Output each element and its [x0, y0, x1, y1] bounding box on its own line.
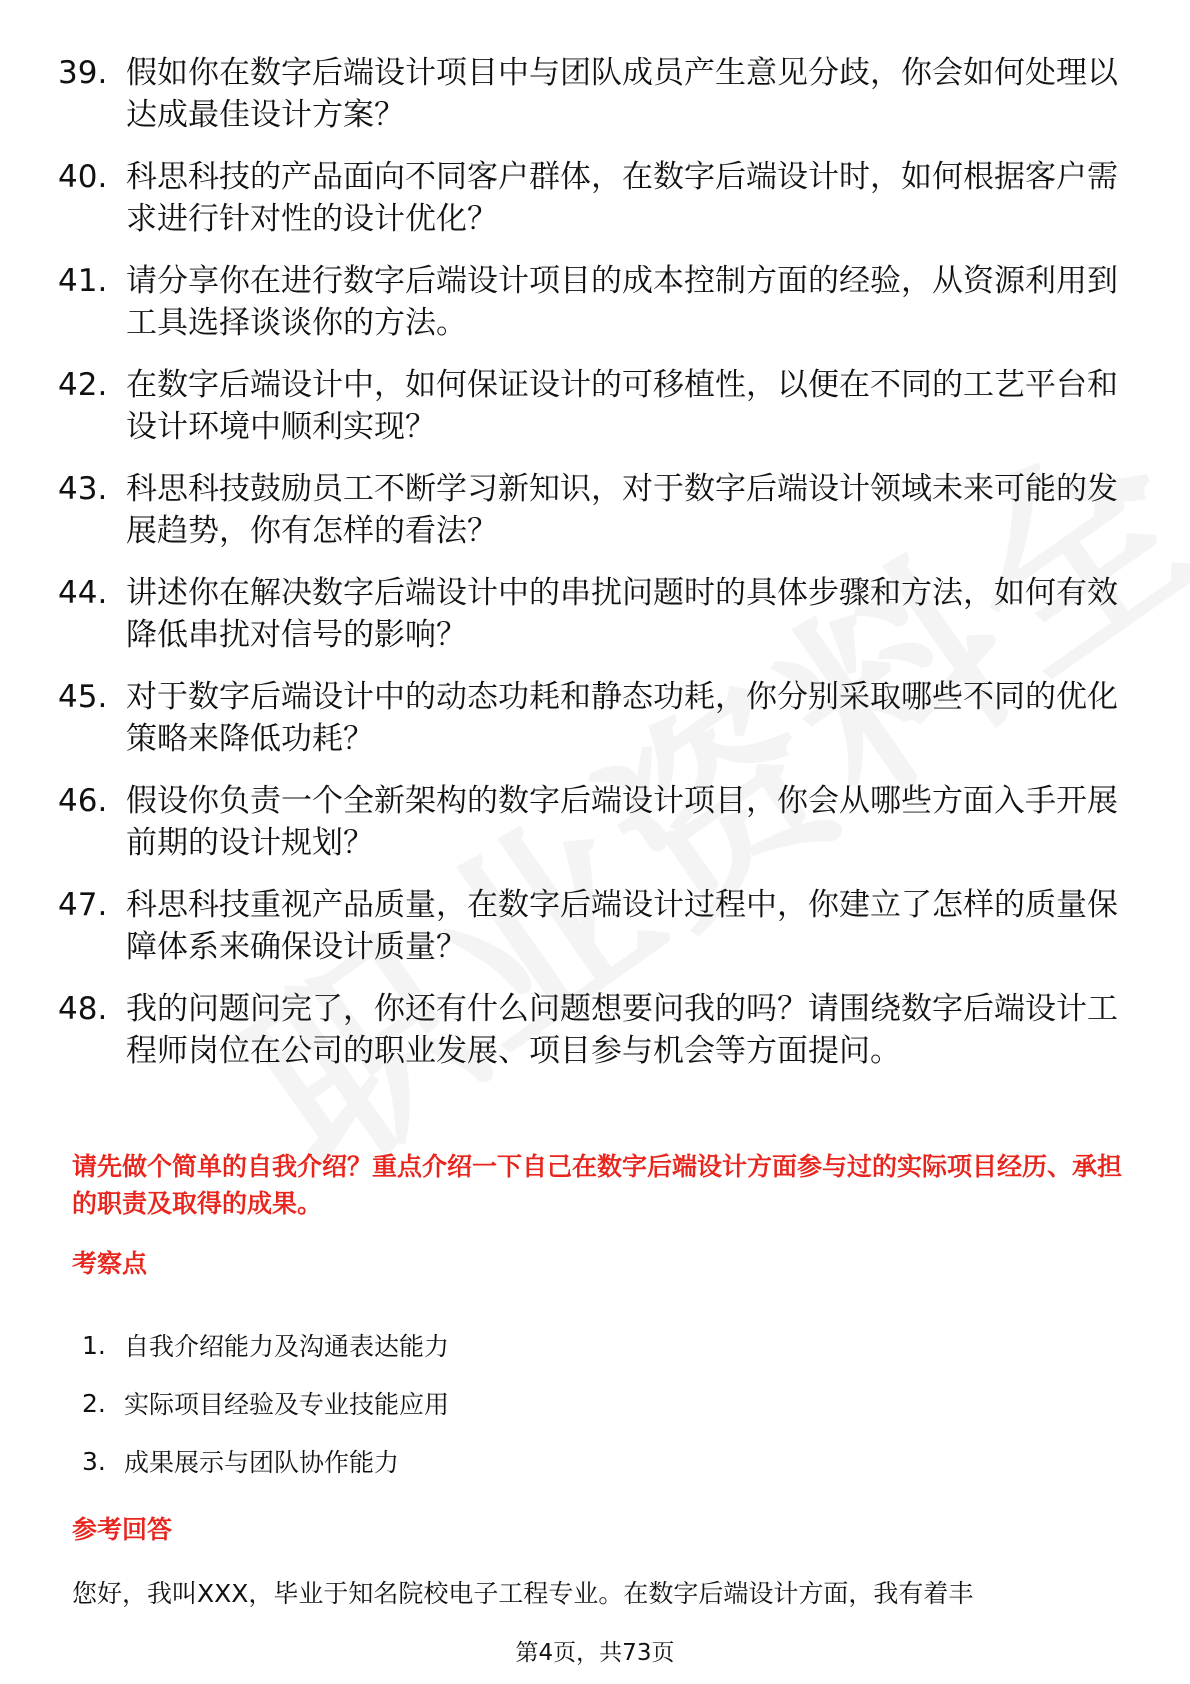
points-heading: 考察点 — [72, 1249, 148, 1278]
question-number: 41. — [58, 263, 108, 299]
question-text: 假如你在数字后端设计项目中与团队成员产生意见分歧，你会如何处理以达成最佳设计方案？ — [126, 55, 1118, 133]
question-number: 40. — [58, 159, 108, 195]
question-number: 42. — [58, 367, 108, 403]
page-footer: 第4页，共73页 — [515, 1640, 675, 1666]
answer-heading: 参考回答 — [72, 1515, 173, 1544]
point-text: 成果展示与团队协作能力 — [124, 1448, 400, 1477]
question-item — [58, 780, 1118, 864]
question-text: 科思科技鼓励员工不断学习新知识，对于数字后端设计领域未来可能的发展趋势，你有怎样的看法？ — [126, 471, 1118, 549]
question-number: 39. — [58, 55, 108, 91]
question-number: 44. — [58, 575, 108, 611]
list-item — [82, 1432, 449, 1490]
question-item — [58, 572, 1118, 656]
question-text: 科思科技的产品面向不同客户群体，在数字后端设计时，如何根据客户需求进行针对性的设计优化？ — [126, 159, 1118, 237]
question-item — [58, 156, 1118, 240]
list-item — [82, 1316, 449, 1374]
question-item — [58, 52, 1118, 136]
point-text: 自我介绍能力及沟通表达能力 — [124, 1332, 450, 1361]
question-list — [58, 52, 1118, 1092]
question-text: 讲述你在解决数字后端设计中的串扰问题时的具体步骤和方法，如何有效降低串扰对信号的影响？ — [126, 575, 1118, 653]
question-number: 46. — [58, 783, 108, 819]
question-item — [58, 364, 1118, 448]
interview-prompt: 请先做个简单的自我介绍？重点介绍一下自己在数字后端设计方面参与过的实际项目经历、承担的职责及取得的成果。 — [72, 1152, 1123, 1218]
list-item — [82, 1374, 449, 1432]
question-number: 45. — [58, 679, 108, 715]
answer-text: 您好，我叫XXX，毕业于知名院校电子工程专业。在数字后端设计方面，我有着丰 — [72, 1579, 974, 1608]
point-number: 2. — [82, 1388, 106, 1418]
points-list — [82, 1316, 449, 1490]
question-item — [58, 884, 1118, 968]
question-item — [58, 468, 1118, 552]
question-item — [58, 676, 1118, 760]
question-text: 请分享你在进行数字后端设计项目的成本控制方面的经验，从资源利用到工具选择谈谈你的方法。 — [126, 263, 1118, 341]
question-text: 对于数字后端设计中的动态功耗和静态功耗，你分别采取哪些不同的优化策略来降低功耗？ — [126, 679, 1118, 757]
question-text: 假设你负责一个全新架构的数字后端设计项目，你会从哪些方面入手开展前期的设计规划？ — [126, 783, 1118, 861]
question-number: 48. — [58, 991, 108, 1027]
question-item — [58, 260, 1118, 344]
question-text: 在数字后端设计中，如何保证设计的可移植性，以便在不同的工艺平台和设计环境中顺利实现？ — [126, 367, 1118, 445]
question-item — [58, 988, 1118, 1072]
question-number: 47. — [58, 887, 108, 923]
point-number: 3. — [82, 1446, 106, 1476]
point-text: 实际项目经验及专业技能应用 — [124, 1390, 450, 1419]
question-number: 43. — [58, 471, 108, 507]
question-text: 科思科技重视产品质量，在数字后端设计过程中，你建立了怎样的质量保障体系来确保设计质量？ — [126, 887, 1118, 965]
question-text: 我的问题问完了，你还有什么问题想要问我的吗？请围绕数字后端设计工程师岗位在公司的职业发展、项目参与机会等方面提问。 — [126, 991, 1118, 1069]
point-number: 1. — [82, 1330, 106, 1360]
